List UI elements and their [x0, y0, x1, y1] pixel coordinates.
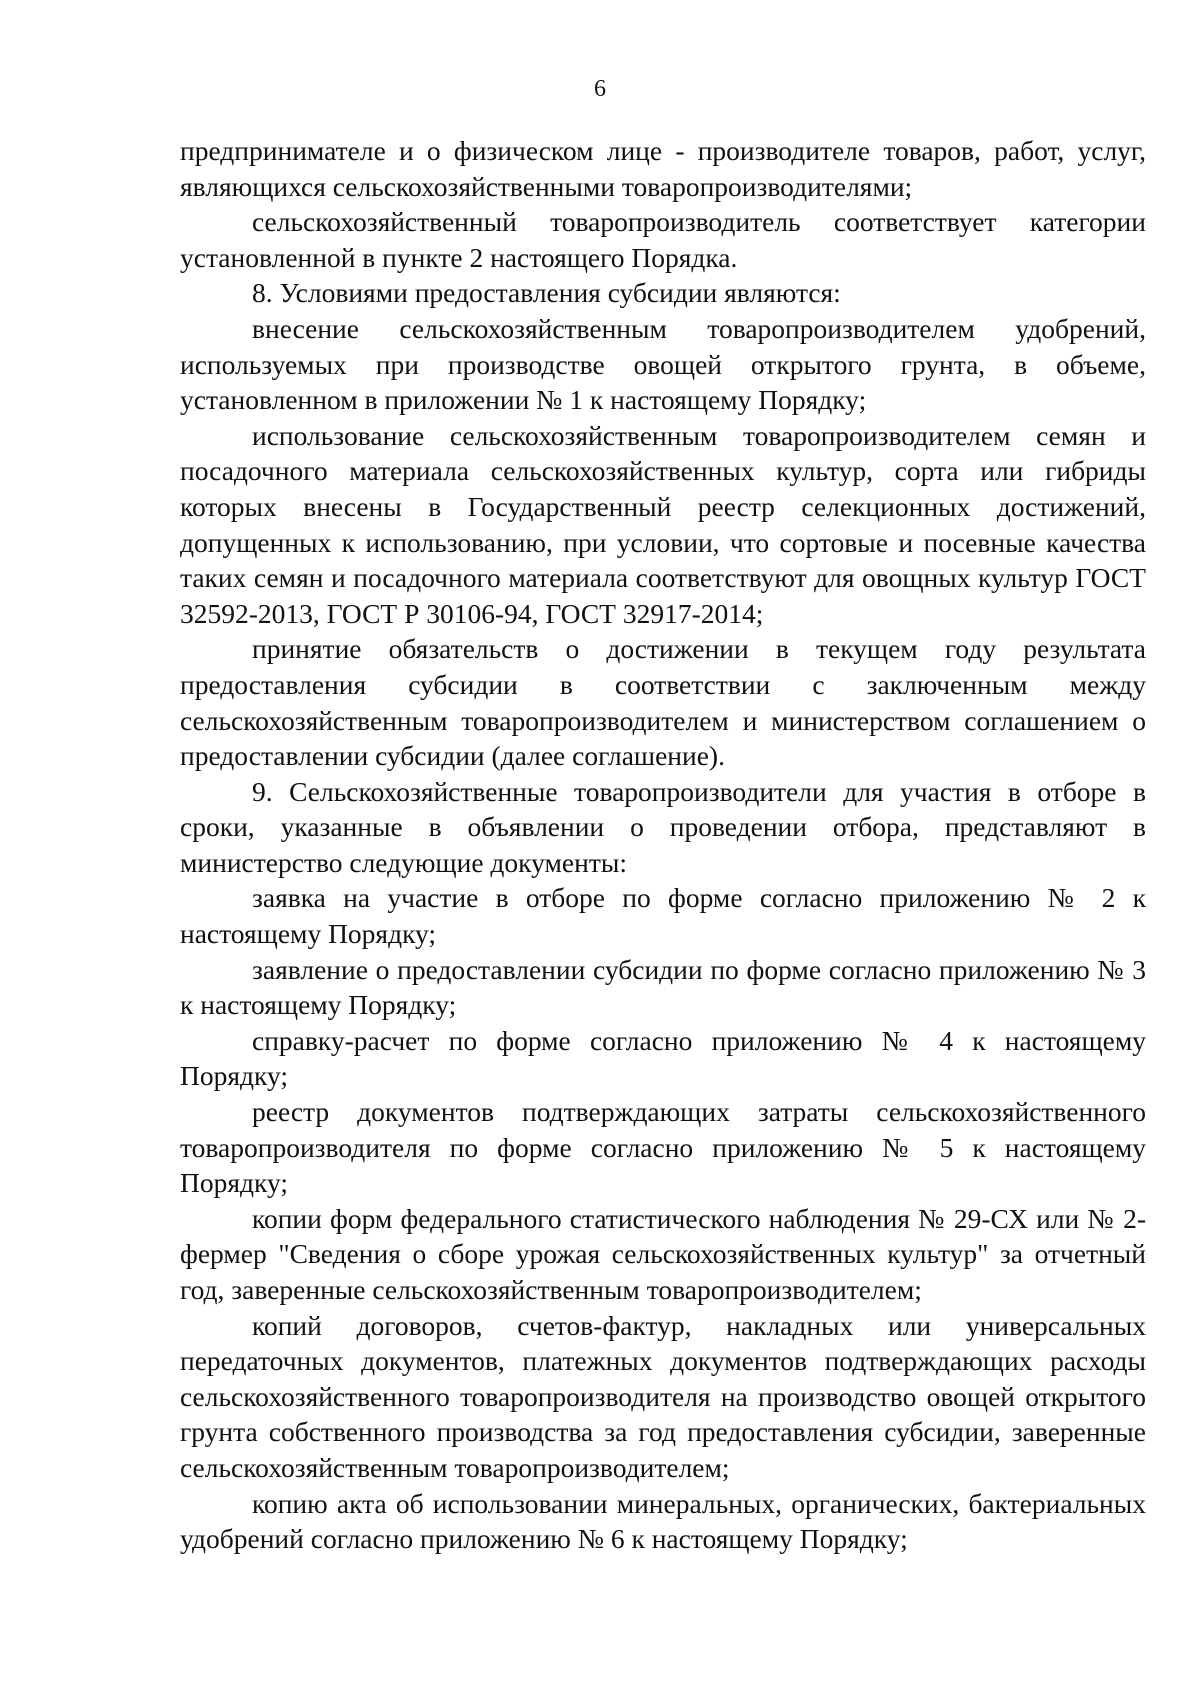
paragraph-2: сельскохозяйственный товаропроизводитель соответствует категории установленной в пункте 2 настоящего Порядка. — [180, 206, 1146, 273]
paragraph-10: справку-расчет по форме согласно приложению № 4 к настоящему Порядку; — [180, 1024, 1146, 1092]
paragraph-8: заявка на участие в отборе по форме согласно приложению № 2 к настоящему Порядку; — [180, 882, 1146, 950]
paragraph-4: внесение сельскохозяйственным товаропроизводителем удобрений, используемых при производстве овощей открытого грунта, в объеме, установленном в приложении № 1 к настоящему Порядку; — [180, 312, 1146, 416]
paragraph-13: копий договоров, счетов-фактур, накладных или универсальных передаточных документов, платежных документов подтверждающих расходы сельскохозяйственного товаропроизводителя на производство овощей открытого грунта собственного производства за год предоставления субсидии, заверенные сельскохозяйственным товаропроизводителем; — [180, 1309, 1146, 1483]
paragraph-14: копию акта об использовании минеральных, органических, бактериальных удобрений согласно приложению № 6 к настоящему Порядку; — [180, 1487, 1146, 1555]
page-number: 6 — [594, 76, 606, 102]
paragraph-3: 8. Условиями предоставления субсидии являются: — [252, 277, 841, 309]
paragraph-12: копии форм федерального статистического наблюдения № 29-СХ или № 2-фермер "Сведения о сборе урожая сельскохозяйственных культур" за отчетный год, заверенные сельскохозяйственным товаропроизводителем; — [180, 1202, 1146, 1305]
document-body — [180, 133, 1146, 1557]
paragraph-11: реестр документов подтверждающих затраты сельскохозяйственного товаропроизводителя по форме согласно приложению № 5 к настоящему Порядку; — [180, 1096, 1146, 1199]
paragraph-7: 9. Сельскохозяйственные товаропроизводители для участия в отборе в сроки, указанные в объявлении о проведении отбора, представляют в министерство следующие документы: — [180, 775, 1146, 878]
paragraph-5: использование сельскохозяйственным товаропроизводителем семян и посадочного материала сельскохозяйственных культур, сорта или гибриды которых внесены в Государственный реестр селекционных достижений, допущенных к использованию, при условии, что сортовые и посевные качества таких семян и посадочного материала соответствуют для овощных культур ГОСТ 32592-2013, ГОСТ Р 30106-94, ГОСТ 32917-2014; — [180, 419, 1146, 629]
paragraph-6: принятие обязательств о достижении в текущем году результата предоставления субсидии в соответствии с заключенным между сельскохозяйственным товаропроизводителем и министерством соглашением о предоставлении субсидии (далее соглашение). — [180, 633, 1146, 772]
paragraph-1: предпринимателе и о физическом лице - производителе товаров, работ, услуг, являющихся сельскохозяйственными товаропроизводителями; — [180, 135, 1146, 202]
paragraph-9: заявление о предоставлении субсидии по форме согласно приложению № 3 к настоящему Порядку; — [180, 953, 1146, 1021]
